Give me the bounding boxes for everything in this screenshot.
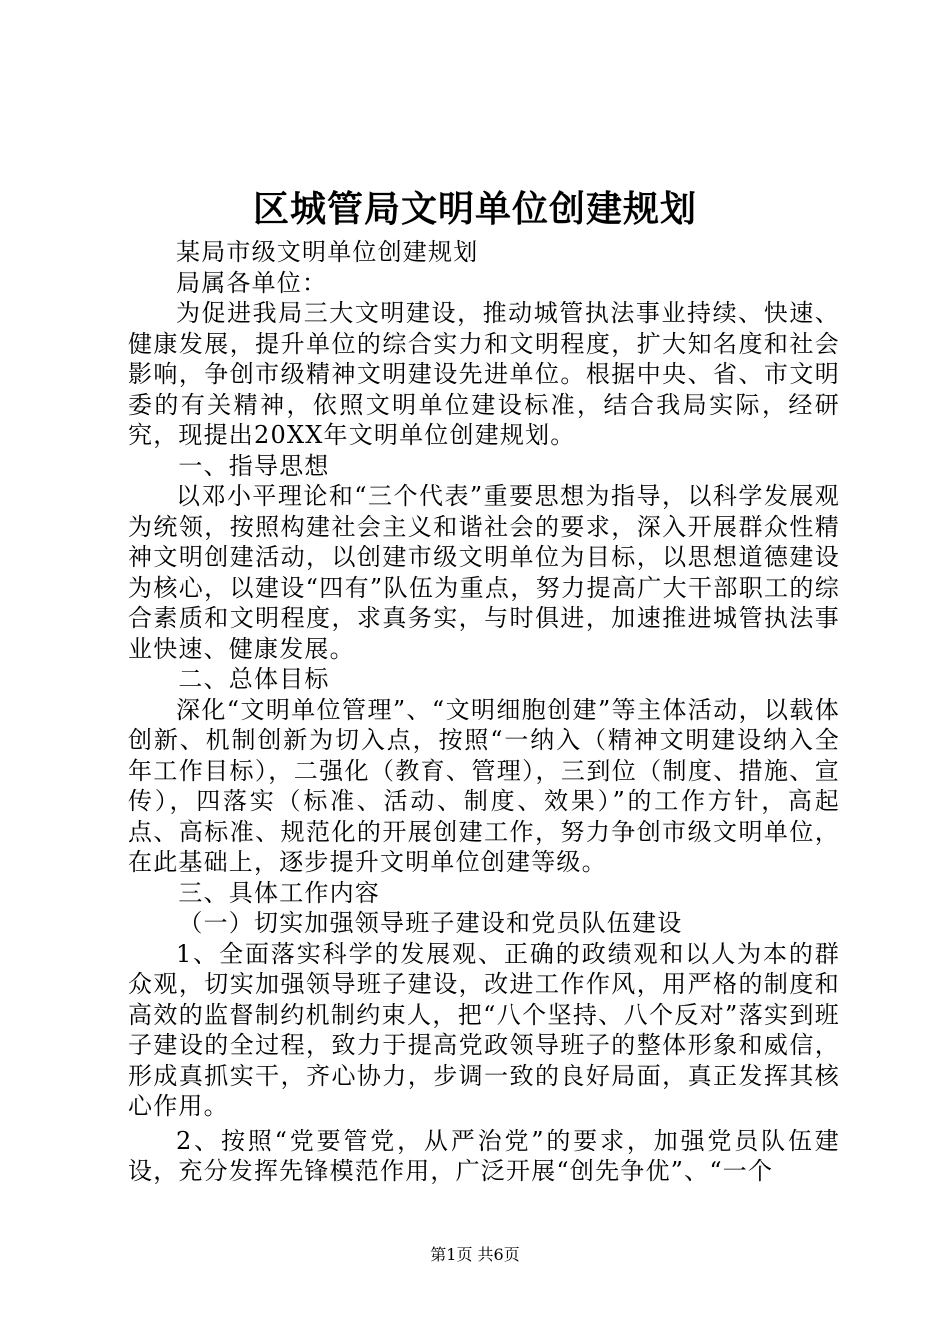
page-number-footer: 第1页 共6页 [430, 1245, 520, 1264]
paragraph-intro: 为促进我局三大文明建设，推动城管执法事业持续、快速、健康发展，提升单位的综合实力和文明程度，扩大知名度和社会影响，争创市级精神文明建设先进单位。根据中央、省、市文明委的有关精神，依照文明单位建设标准，结合我局实际，经研究，现提出20XX年文明单位创建规划。 [128, 299, 840, 449]
heading-guiding-ideology: 一、指导思想 [178, 451, 330, 480]
paragraph-item-2: 2、按照“党要管党，从严治党”的要求，加强党员队伍建设，充分发挥先锋模范作用，广泛开展“创先争优”、“一个 [128, 1126, 840, 1185]
paragraph-item-1: 1、全面落实科学的发展观、正确的政绩观和以人为本的群众观，切实加强领导班子建设，改进工作作风，用严格的制度和高效的监督制约机制约束人，把“八个坚持、八个反对”落实到班子建设的全过程，致力于提高党政领导班子的整体形象和威信，形成真抓实干，齐心协力，步调一致的良好局面，真正发挥其核心作用。 [128, 939, 840, 1120]
paragraph-plan-name: 某局市级文明单位创建规划 [176, 238, 479, 266]
paragraph-overall-goal: 深化“文明单位管理”、“文明细胞创建”等主体活动，以载体创新、机制创新为切入点，按照“一纳入（精神文明建设纳入全年工作目标），二强化（教育、管理），三到位（制度、措施、宣传），四落实（标准、活动、制度、效果）”的工作方针，高起点、高标准、规范化的开展创建工作，努力争创市级文明单位，在此基础上，逐步提升文明单位创建等级。 [128, 695, 840, 876]
document-title: 区城管局文明单位创建规划 [252, 188, 697, 230]
paragraph-salutation: 局属各单位： [176, 268, 328, 297]
heading-work-content: 三、具体工作内容 [178, 878, 380, 907]
paragraph-guiding-ideology: 以邓小平理论和“三个代表”重要思想为指导，以科学发展观为统领，按照构建社会主义和谐社会的要求，深入开展群众性精神文明创建活动，以创建市级文明单位为目标，以思想道德建设为核心，以建设“四有”队伍为重点，努力提高广大干部职工的综合素质和文明程度，求真务实，与时俱进，加速推进城管执法事业快速、健康发展。 [128, 482, 840, 663]
document-body [128, 237, 840, 1187]
heading-leadership-building: （一）切实加强领导班子建设和党员队伍建设 [178, 909, 683, 937]
heading-overall-goal: 二、总体目标 [178, 665, 330, 693]
